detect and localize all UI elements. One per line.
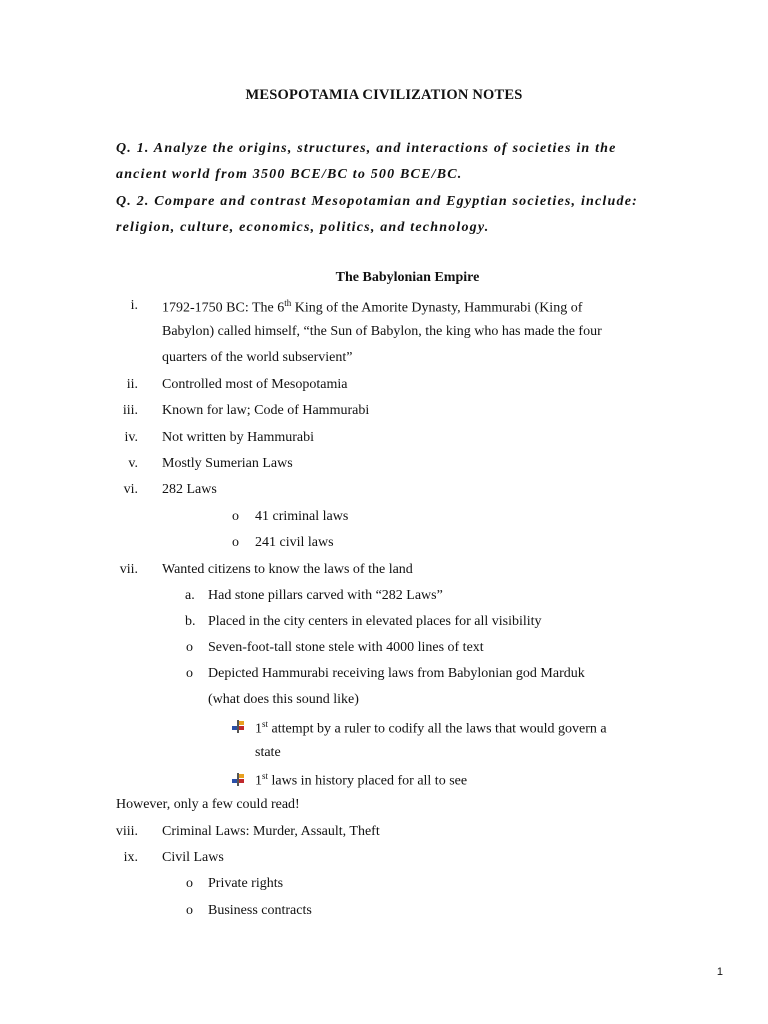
question-2-line-2: religion, culture, economics, politics, and technology. xyxy=(116,220,490,235)
superscript: st xyxy=(262,719,269,729)
list-number: iii. xyxy=(122,403,138,418)
bullet-o: o xyxy=(186,876,193,891)
sub-item-letter: b. xyxy=(185,614,196,629)
list-number: ii. xyxy=(126,377,138,392)
sub-item-text: 241 civil laws xyxy=(255,535,334,550)
list-item-text xyxy=(162,298,582,317)
sub-item-text: Placed in the city centers in elevated places for all visibility xyxy=(208,614,542,629)
list-item-text: quarters of the world subservient” xyxy=(162,350,353,365)
list-number: viii. xyxy=(115,824,138,839)
list-item-text: Criminal Laws: Murder, Assault, Theft xyxy=(162,824,380,839)
list-item-text: 282 Laws xyxy=(162,482,217,497)
sub-item-text xyxy=(255,719,607,738)
pushpin-flag-icon xyxy=(232,720,245,733)
note-text: However, only a few could read! xyxy=(116,797,300,812)
superscript: st xyxy=(262,771,269,781)
text-part: attempt by a ruler to codify all the laws that would govern a xyxy=(268,721,607,737)
question-1-line-1: Q. 1. Analyze the origins, structures, and interactions of societies in the xyxy=(116,141,617,156)
list-number: iv. xyxy=(124,430,138,445)
sub-item-text: Depicted Hammurabi receiving laws from Babylonian god Marduk xyxy=(208,666,585,681)
bullet-o: o xyxy=(186,666,193,681)
superscript: th xyxy=(284,298,292,308)
text-part: laws in history placed for all to see xyxy=(268,773,468,789)
text-part: 1 xyxy=(255,773,262,789)
list-item-text: Babylon) called himself, “the Sun of Babylon, the king who has made the four xyxy=(162,324,602,339)
question-2-line-1: Q. 2. Compare and contrast Mesopotamian and Egyptian societies, include: xyxy=(116,194,638,209)
text-part: 1 xyxy=(255,721,262,737)
list-item-text: Wanted citizens to know the laws of the land xyxy=(162,562,413,577)
bullet-o: o xyxy=(186,640,193,655)
list-number: vii. xyxy=(119,562,138,577)
list-number: vi. xyxy=(123,482,138,497)
pushpin-flag-icon xyxy=(232,773,245,786)
page-title: MESOPOTAMIA CIVILIZATION NOTES xyxy=(245,87,523,103)
list-item-text: Known for law; Code of Hammurabi xyxy=(162,403,370,418)
list-item-text: Civil Laws xyxy=(162,850,224,865)
bullet-o: o xyxy=(232,535,239,550)
sub-item-letter: a. xyxy=(185,588,195,603)
sub-item-text: Had stone pillars carved with “282 Laws” xyxy=(208,588,443,603)
list-item-text: Controlled most of Mesopotamia xyxy=(162,377,348,392)
sub-item-text: state xyxy=(255,745,281,760)
sub-item-text: Private rights xyxy=(208,876,284,891)
sub-item-text: Business contracts xyxy=(208,903,312,918)
list-number: ix. xyxy=(123,850,138,865)
bullet-o: o xyxy=(232,509,239,524)
list-number: v. xyxy=(128,456,138,471)
page-number: 1 xyxy=(716,966,723,978)
section-heading: The Babylonian Empire xyxy=(335,270,480,285)
list-item-text: Mostly Sumerian Laws xyxy=(162,456,293,471)
sub-item-text: (what does this sound like) xyxy=(208,692,359,707)
list-number: i. xyxy=(130,298,138,313)
sub-item-text xyxy=(255,771,467,790)
question-1-line-2: ancient world from 3500 BCE/BC to 500 BCE/BC. xyxy=(116,167,463,182)
sub-item-text: Seven-foot-tall stone stele with 4000 lines of text xyxy=(208,640,484,655)
bullet-o: o xyxy=(186,903,193,918)
list-item-text-part: King of the Amorite Dynasty, Hammurabi (King of xyxy=(291,300,583,316)
list-item-text-part: 1792-1750 BC: The 6 xyxy=(162,300,285,316)
sub-item-text: 41 criminal laws xyxy=(255,509,349,524)
list-item-text: Not written by Hammurabi xyxy=(162,430,315,445)
